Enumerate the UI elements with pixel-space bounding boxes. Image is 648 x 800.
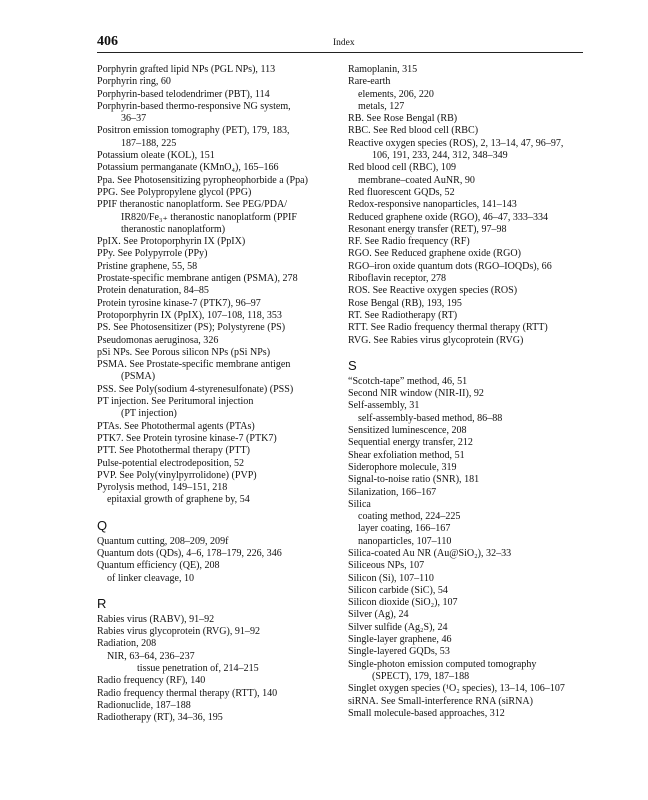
index-entry: Silver sulfide (Ag₂S), 24 [348,621,448,633]
index-entry: ROS. See Reactive oxygen species (ROS) [348,285,518,297]
index-entry: Signal-to-noise ratio (SNR), 181 [348,474,480,486]
index-entry: Rare-earth [348,76,391,88]
index-entry: Potassium permanganate (KMnO₄), 165–166 [97,162,279,174]
index-entry: Radiation, 208 [97,638,157,650]
index-entry: siRNA. See Small-interference RNA (siRNA) [348,695,533,707]
index-entry: Single-photon emission computed tomography [348,658,537,670]
index-entry: layer coating, 166–167 [358,523,451,535]
index-entry: PSS. See Poly(sodium 4-styrenesulfonate) (PSS) [97,383,294,395]
index-entry: Potassium oleate (KOL), 151 [97,150,215,162]
section-letter: R [97,595,107,611]
index-entry: RTT. See Radio frequency thermal therapy (RTT) [348,322,548,334]
index-entry: Silanization, 166–167 [348,486,437,498]
header-rule [97,52,583,53]
index-entry: Pseudomonas aeruginosa, 326 [97,334,219,346]
index-entry: theranostic nanoplatform) [121,223,226,235]
index-entry: Protein denaturation, 84–85 [97,285,209,297]
index-entry: RB. See Rose Bengal (RB) [348,113,458,125]
index-column-right [348,64,584,720]
index-entry: RF. See Radio frequency (RF) [348,236,470,248]
index-entry: (PT injection) [121,408,177,420]
index-entry: Radiotherapy (RT), 34–36, 195 [97,712,223,724]
index-entry: Radio frequency thermal therapy (RTT), 140 [97,687,278,699]
index-entry: Silver (Ag), 24 [348,609,409,621]
index-entry: PTAs. See Photothermal agents (PTAs) [97,420,255,432]
index-entry: PTT. See Photothermal therapy (PTT) [97,445,250,457]
index-entry: “Scotch-tape” method, 46, 51 [348,375,468,387]
index-entry: Self-assembly, 31 [348,400,420,412]
index-entry: Single-layer graphene, 46 [348,634,452,646]
index-entry: Siliceous NPs, 107 [348,560,425,572]
index-column-left [97,64,327,725]
index-entry: Silica [348,498,371,510]
index-entry: PS. See Photosensitizer (PS); Polystyrene (PS) [97,322,286,334]
index-entry: RGO. See Reduced graphene oxide (RGO) [348,248,521,260]
index-entry: IR820/Fe₃₊ theranostic nanoplatform (PPIF [121,211,297,223]
index-entry: self-assembly-based method, 86–88 [358,412,503,424]
index-entry: 187–188, 225 [121,137,177,149]
index-entry: coating method, 224–225 [358,511,461,523]
index-entry: Radionuclide, 187–188 [97,699,191,711]
index-entry: Reduced graphene oxide (RGO), 46–47, 333–334 [348,211,549,223]
index-entry: pSi NPs. See Porous silicon NPs (pSi NPs) [97,346,271,358]
index-entry: Red fluorescent GQDs, 52 [348,186,455,198]
index-entry: Pristine graphene, 55, 58 [97,260,198,272]
index-entry: Quantum cutting, 208–209, 209f [97,535,229,547]
index-entry: Resonant energy transfer (RET), 97–98 [348,223,507,235]
index-entry: RT. See Radiotherapy (RT) [348,309,458,321]
index-entry: Silica-coated Au NR (Au@SiO₂), 32–33 [348,547,512,559]
index-entry: Protoporphyrin IX (PpIX), 107–108, 118, 353 [97,309,282,321]
index-entry: Silicon carbide (SiC), 54 [348,584,448,596]
index-entry: Silicon dioxide (SiO₂), 107 [348,597,458,609]
index-entry: PSMA. See Prostate-specific membrane antigen [97,359,291,371]
index-entry: Pyrolysis method, 149–151, 218 [97,482,228,494]
index-entry: nanoparticles, 107–110 [358,535,452,547]
running-header: Index [333,38,355,48]
index-entry: Rabies virus (RABV), 91–92 [97,613,215,625]
index-entry: RVG. See Rabies virus glycoprotein (RVG) [348,334,524,346]
index-entry: Prostate-specific membrane antigen (PSMA), 278 [97,273,298,285]
index-entry: epitaxial growth of graphene by, 54 [107,494,250,506]
section-letter: Q [97,517,108,533]
index-entry: Reactive oxygen species (ROS), 2, 13–14, 47, 96–97, [348,137,564,149]
index-entry: Rabies virus glycoprotein (RVG), 91–92 [97,626,260,638]
index-entry: Riboflavin receptor, 278 [348,273,447,285]
index-entry: Ppa. See Photosensitizing pyropheophorbide a (Ppa) [97,174,308,186]
index-entry: Porphyrin ring, 60 [97,76,171,88]
index-entry: Sensitized luminescence, 208 [348,425,467,437]
page-number: 406 [97,34,118,49]
index-entry: RBC. See Red blood cell (RBC) [348,125,479,137]
index-entry: PTK7. See Protein tyrosine kinase-7 (PTK7) [97,432,277,444]
index-entry: Porphyrin-based thermo-responsive NG system, [97,100,291,112]
index-entry: Radio frequency (RF), 140 [97,675,206,687]
index-entry: Red blood cell (RBC), 109 [348,162,456,174]
index-entry: Small molecule-based approaches, 312 [348,707,505,719]
index-entry: elements, 206, 220 [358,88,434,100]
index-entry: Shear exfoliation method, 51 [348,449,465,461]
index-entry: Redox-responsive nanoparticles, 141–143 [348,199,517,211]
index-entry: Ramoplanin, 315 [348,64,418,75]
index-entry: Rose Bengal (RB), 193, 195 [348,297,462,309]
index-entry: 36–37 [121,113,147,125]
index-entry: (SPECT), 179, 187–188 [372,670,470,682]
index-entry: Pulse-potential electrodeposition, 52 [97,457,245,469]
index-entry: PPG. See Polypropylene glycol (PPG) [97,186,252,198]
index-entry: metals, 127 [358,100,405,112]
index-entry: PPIF theranostic nanoplatform. See PEG/PDA/ [97,199,288,211]
index-entry: PPy. See Polypyrrole (PPy) [97,248,208,260]
index-entry: 106, 191, 233, 244, 312, 348–349 [372,150,508,162]
index-entry: NIR, 63–64, 236–237 [107,650,195,662]
index-entry: (PSMA) [121,371,156,383]
index-entry: of linker cleavage, 10 [107,572,195,584]
index-entry: Porphyrin-based telodendrimer (PBT), 114 [97,88,270,100]
index-entry: Quantum efficiency (QE), 208 [97,560,220,572]
index-entry: Quantum dots (QDs), 4–6, 178–179, 226, 346 [97,547,282,559]
index-entry: PVP. See Poly(vinylpyrrolidone) (PVP) [97,469,257,481]
index-entry: Silicon (Si), 107–110 [348,572,434,584]
index-entry: Single-layered GQDs, 53 [348,646,450,658]
index-entry: Positron emission tomography (PET), 179, 183, [97,125,290,137]
index-entry: Siderophore molecule, 319 [348,461,457,473]
section-letter: S [348,357,357,373]
index-entry: Protein tyrosine kinase-7 (PTK7), 96–97 [97,297,261,309]
index-entry: Porphyrin grafted lipid NPs (PGL NPs), 113 [97,64,276,75]
index-entry: RGO–iron oxide quantum dots (RGO–IOQDs), 66 [348,260,552,272]
index-entry: tissue penetration of, 214–215 [137,663,259,675]
index-entry: Second NIR window (NIR-II), 92 [348,388,484,400]
index-entry: Sequential energy transfer, 212 [348,437,473,449]
index-entry: Singlet oxygen species (¹O₂ species), 13–14, 106–107 [348,683,565,695]
index-entry: membrane–coated AuNR, 90 [358,174,475,186]
index-entry: PpIX. See Protoporphyrin IX (PpIX) [97,236,246,248]
index-entry: PT injection. See Peritumoral injection [97,396,254,408]
